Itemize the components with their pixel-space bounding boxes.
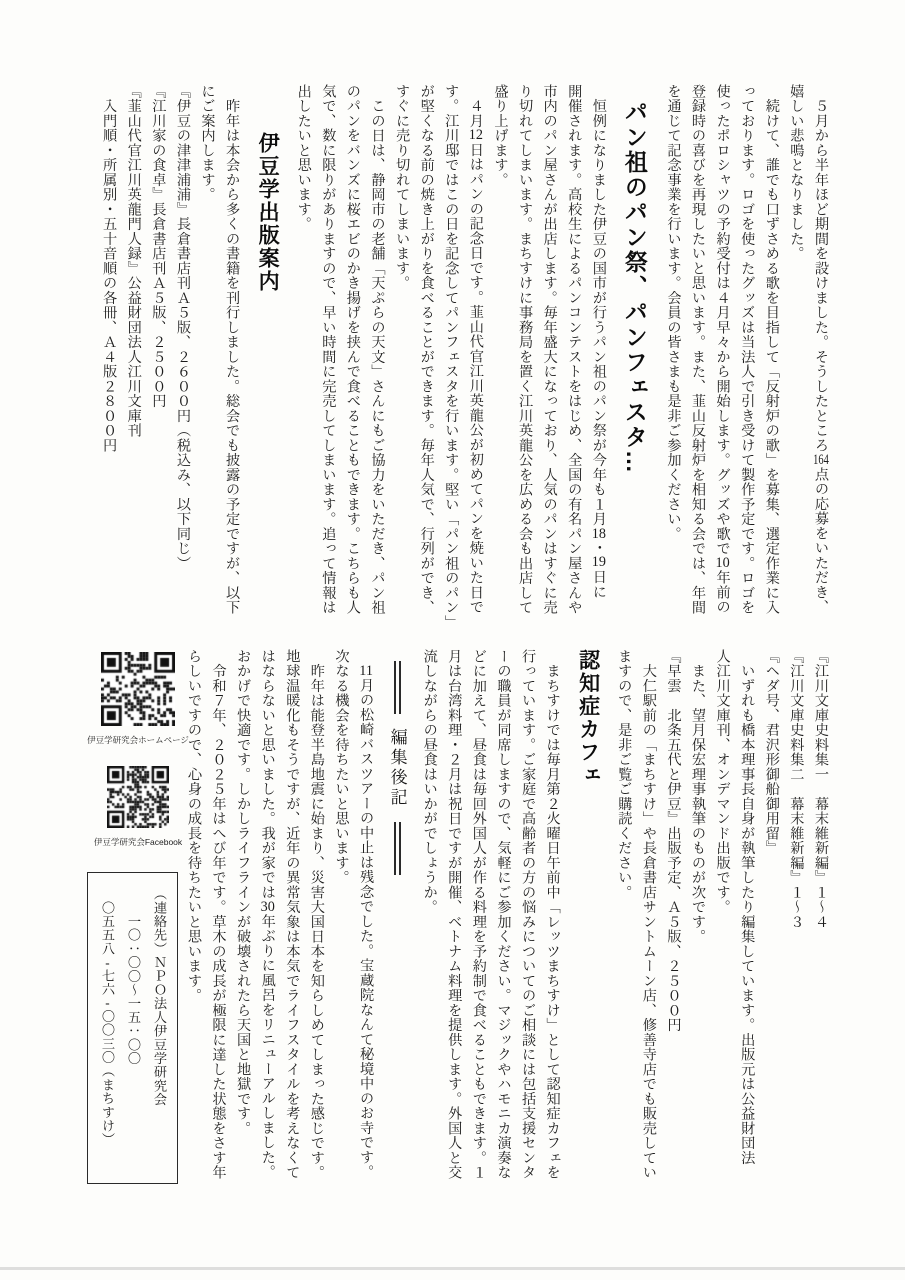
text-column: 昨年は能登半島地震に始まり、災害大国日本を知らしめてしまった感じです。 xyxy=(308,649,325,1180)
text-column: 恒例になりました伊豆の国市が行うパン祖のパン祭が今年も１月18・19日に xyxy=(590,84,607,600)
text-column: はならないと思いました。我が家では30年ぶりに風呂をリニューアルしました。 xyxy=(259,649,276,1180)
text-column: 『江川文庫史料集一 幕末維新編』１～４ xyxy=(813,649,829,930)
text-column: まちすけでは毎月第２火曜日午前中「レッツまちすけ」として認知症カフェを xyxy=(544,649,561,1180)
text-column: いずれも橋本理事長自身が執筆したり編集しています。出版元は公益財団法 xyxy=(739,649,756,1166)
text-column: 開催されます。高校生によるパンコンテストをはじめ、全国の有名パン屋さんや xyxy=(566,84,583,615)
scan-artifact-line xyxy=(0,1267,905,1270)
text-column: おかげで快適です。しかしライフラインが破壊されたら天国と地獄です。 xyxy=(235,649,252,1136)
text-column: ーの職員が同席しますので、気軽にご参加ください。マジックやハモニカ演奏な xyxy=(495,649,512,1180)
text-column: 〇五五八-七六-〇〇三〇（まちすけ） xyxy=(100,887,115,1147)
text-column: ５月から半年ほど期間を設けました。そうしたところ164点の応募をいただき、 xyxy=(813,84,829,615)
qr-block-homepage xyxy=(84,652,192,746)
bottom-band xyxy=(185,649,833,1186)
text-column: が堅くなる前の焼き上がりを食べることができます。毎年人気で、行列ができ、 xyxy=(418,84,435,615)
text-column: 月は台湾料理・２月は祝日ですが開催、ベトナム料理を提供します。外国人と交 xyxy=(446,649,463,1180)
text-column: すぐに売り切れてしまいます。 xyxy=(394,84,411,291)
shuppan-body-section xyxy=(97,84,245,621)
text-column: を通じて記念事業を行います。会員の皆さまも是非ご参加ください。 xyxy=(665,84,682,542)
text-column: 令和７年、２０２５年はへび年です。草木の成長が極限に達した状態をさす年 xyxy=(210,649,227,1180)
qr-code-homepage-icon xyxy=(101,652,175,726)
double-rule-bottom xyxy=(394,822,401,875)
double-rule-top xyxy=(394,661,401,714)
text-column: （連絡先）ＮＰＯ法人伊豆学研究会 xyxy=(152,887,167,1107)
book-list-section xyxy=(612,649,833,1186)
text-column: 使ったポロシャツの予約受付は４月早々から開始します。グッズや歌で10年前の xyxy=(714,84,731,615)
text-column: 『早雲 北条五代と伊豆』出版予定、Ａ５版、２５００円 xyxy=(665,649,682,1033)
text-column: 流しながらの昼食はいかがでしょうか。 xyxy=(421,649,438,915)
qr-caption-facebook: 伊豆学研究会Facebook xyxy=(93,837,183,847)
text-column: 気で、数に限りがありますので、早い時間に完売してしまいます。追って情報は xyxy=(320,84,337,615)
text-column: す。江川邸ではこの日を記念してパンフェスタを行います。堅い「パン祖のパン」 xyxy=(443,84,460,630)
text-column: 市内のパン屋さんが出店します。毎年盛大になっており、人気のパンはすぐに売 xyxy=(541,84,558,615)
ninchisho-body-section xyxy=(417,649,565,1186)
qr-caption-homepage: 伊豆学研究会ホームページ xyxy=(87,735,189,745)
text-column: どに加えて、昼食は毎回外国人が作る料理を予約制で食べることもできます。１ xyxy=(470,649,487,1180)
text-column: ますので、是非ご覧ご購読ください。 xyxy=(616,649,633,900)
text-column: 大仁駅前の「まちすけ」や長倉書店サントムーン店、修善寺店でも販売してい xyxy=(640,649,657,1180)
text-column: 出したいと思います。 xyxy=(295,84,312,232)
text-column: 嬉しい悲鳴となりました。 xyxy=(788,84,805,261)
text-column: らしいですので、心身の成長を待ちたいと思います。 xyxy=(185,649,202,1003)
intro-continuation-section xyxy=(661,84,833,621)
panfes-body-section xyxy=(291,84,611,630)
text-column: 盛り上げます。 xyxy=(492,84,509,188)
text-column: り切れてしまいます。まちすけに事務局を置く江川英龍公を広める会も出店して xyxy=(517,84,534,615)
text-column: ４月12日はパンの記念日です。韮山代官江川英龍公が初めてパンを焼いた日で xyxy=(467,84,484,615)
text-column: っております。ロゴを使ったグッズは当法人で引き受けて製作予定です。ロゴを xyxy=(739,84,756,615)
text-column: また、望月保宏理事執筆のものが次です。 xyxy=(690,649,707,944)
text-column: 『江川家の食卓』長倉書店刊Ａ５版、２５００円 xyxy=(150,84,167,409)
text-column: 地球温暖化もそうですが、近年の異常気象は本気でライフスタイルを考えなくて xyxy=(284,649,301,1180)
qr-code-facebook-icon xyxy=(107,766,169,828)
text-column: 次なる機会を待ちたいと思います。 xyxy=(333,649,350,885)
left-rail xyxy=(84,652,192,1184)
text-column: 『江川文庫史料集二 幕末維新編』１～３ xyxy=(788,649,805,930)
text-column: にご案内します。 xyxy=(199,84,216,202)
henshukoki-title: 編集後記 xyxy=(387,728,407,808)
text-column: 登録時の喜びを再現したいと思います。また、韮山反射炉を相知る会では、年間 xyxy=(690,84,707,615)
contact-box xyxy=(87,872,178,1184)
text-column: 行っています。ご家庭で高齢者の方の悩みについてのご相談には包括支援センタ xyxy=(520,649,537,1180)
text-column: この日は、静岡市の老舗「天ぷらの天文」さんにもご協力をいただき、パン祖 xyxy=(369,84,386,615)
shuppan-headline: 伊豆学出版案内 xyxy=(256,132,280,293)
text-column: 昨年は本会から多くの書籍を刊行しました。総会でも披露の予定ですが、以下 xyxy=(224,84,241,615)
top-band xyxy=(90,84,833,630)
text-column: 『伊豆の津津浦浦』長倉書店刊Ａ５版、２６００円（税込み、以下同じ） xyxy=(174,84,191,571)
text-column: 『韮山代官江川英龍門人録』公益財団法人江川文庫刊 xyxy=(125,84,142,438)
text-column: のパンをバンズに桜エビのかき揚げを挟んで食べることもできます。こちらも人 xyxy=(344,84,361,615)
text-column: 人江川文庫刊、オンデマンド出版です。 xyxy=(714,649,731,915)
qr-block-facebook xyxy=(84,766,192,848)
text-column: 一〇：〇〇～一五：〇〇 xyxy=(126,887,141,1066)
henshukoki-body-section xyxy=(181,649,378,1186)
henshukoki-headline xyxy=(381,649,413,875)
text-column: 11月の松崎バスツアーの中止は残念でした。宝蔵院なんて秘境中のお寺です。 xyxy=(358,663,375,1180)
text-column: 『ヘダ号、君沢形御船御用留』 xyxy=(763,649,780,856)
text-column: 入門順・所属別・五十音順の各冊、Ａ４版２８００円 xyxy=(101,84,118,453)
panfes-headline: パン祖のパン祭、パンフェスタ… xyxy=(621,100,648,475)
ninchisho-headline: 認知症カフェ xyxy=(576,649,600,787)
text-column: 続けて、誰でも口ずさめる歌を目指して「反射炉の歌」を募集、選定作業に入 xyxy=(763,84,780,615)
